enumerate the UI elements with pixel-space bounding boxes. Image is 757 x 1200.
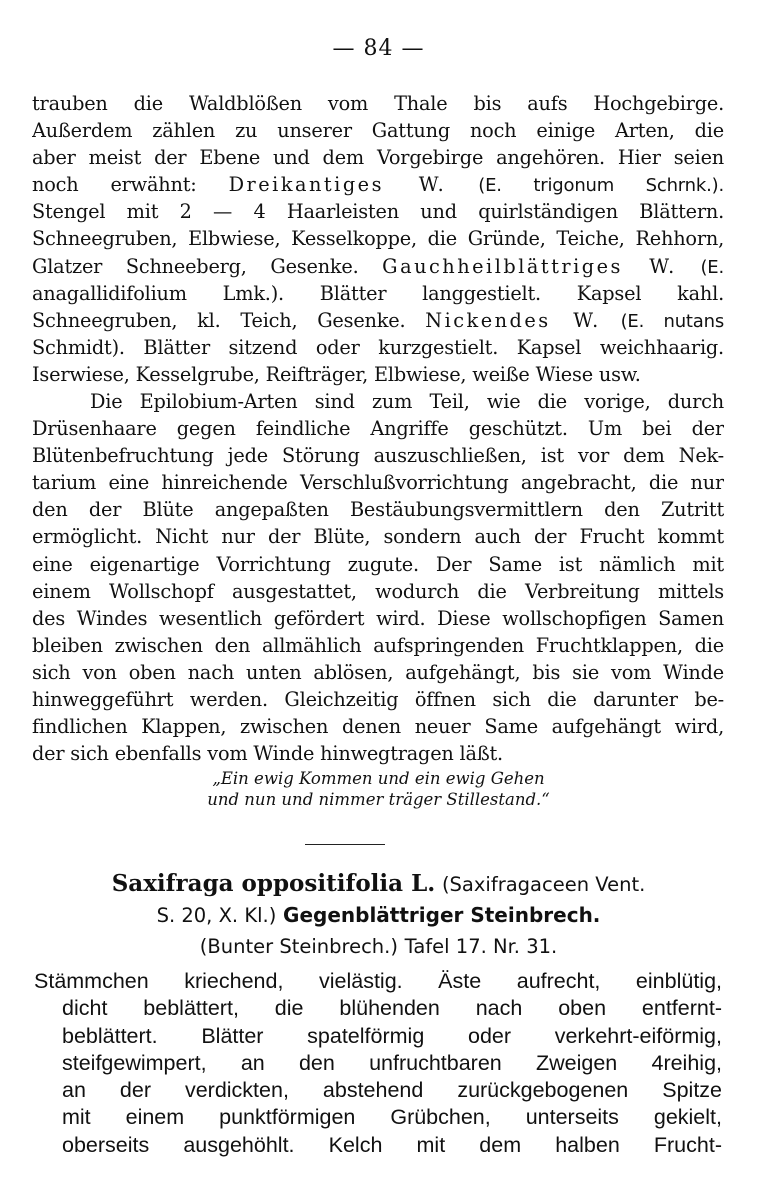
text-line: Iserwiese, Kesselgrube, Reifträger, Elbwiese, weiße Wiese usw. <box>32 362 641 386</box>
text-line: Schneegruben, Elbwiese, Kesselkoppe, die Gründe, Teiche, Rehhorn, <box>32 227 724 251</box>
paragraph-epilobium-species <box>32 90 724 388</box>
text-line: sich von oben nach unten ablösen, aufgehängt, bis sie vom Winde <box>32 660 724 684</box>
species-name-nutans: Nickendes W. <box>425 308 601 332</box>
poem-quote <box>0 768 757 810</box>
quote-line: „Ein ewig Kommen und ein ewig Gehen <box>212 769 545 788</box>
text-line: trauben die Waldblößen vom Thale bis aufs Hochgebirge. <box>32 92 724 115</box>
species-heading <box>0 868 757 962</box>
text-line: Drüsenhaare gegen feindliche Angriffe geschützt. Um bei der <box>32 417 724 441</box>
text-line: mit einem punktförmigen Grübchen, unterseits gekielt, <box>62 1105 722 1130</box>
text-line <box>32 307 724 334</box>
page-number: — 84 — <box>332 36 425 61</box>
text-line: Die Epilobium-Arten sind zum Teil, wie die vorige, durch <box>90 390 724 413</box>
quote-line: und nun und nimmer träger Stillestand.“ <box>207 790 550 809</box>
text-line: Außerdem zählen zu unserer Gattung noch einige Arten, die <box>32 119 724 143</box>
section-divider <box>305 844 385 845</box>
text-line: oberseits ausgehöhlt. Kelch mit dem halben Frucht- <box>62 1132 722 1157</box>
text-fragment: noch erwähnt: <box>32 173 229 197</box>
paragraph-epilobium-biology <box>32 388 724 767</box>
text-line: aber meist der Ebene und dem Vorgebirge angehören. Hier seien <box>32 146 724 170</box>
text-line: Stämmchen kriechend, vielästig. Äste aufrecht, einblütig, <box>34 969 722 993</box>
species-name-anagallidifolium: Gauchheilblättriges W. <box>382 254 677 278</box>
text-line: an der verdickten, abstehend zurückgebogenen Spitze <box>62 1078 722 1103</box>
german-name: Gegenblättriger Steinbrech. <box>283 903 601 927</box>
heading-line <box>0 868 757 900</box>
text-line <box>32 253 724 280</box>
text-line: anagallidifolium Lmk.). Blätter langgestielt. Kapsel kahl. <box>32 281 724 305</box>
alternate-name: (Bunter Steinbrech.) <box>199 935 398 958</box>
text-line: findlichen Klappen, zwischen denen neuer Same aufgehängt wird, <box>32 715 724 739</box>
heading-line <box>0 931 757 962</box>
species-name-trigonum: Dreikantiges W. <box>228 173 447 197</box>
text-fragment: Glatzer Schneeberg, Gesenke. <box>32 254 383 278</box>
text-line: bleiben zwischen den allmählich aufspringenden Fruchtklappen, die <box>32 633 724 657</box>
family-name: (Saxifragaceen Vent. <box>441 873 646 896</box>
heading-line <box>0 900 757 931</box>
text-line: Blütenbefruchtung jede Störung auszuschließen, ist vor dem Nek- <box>32 444 724 468</box>
text-line: dicht beblättert, die blühenden nach oben entfernt- <box>62 996 722 1021</box>
text-line: Schmidt). Blätter sitzend oder kurzgestielt. Kapsel weichhaarig. <box>32 335 724 359</box>
text-line: ermöglicht. Nicht nur der Blüte, sondern auch der Frucht kommt <box>32 525 724 549</box>
text-line: Stengel mit 2 — 4 Haarleisten und quirlständigen Blättern. <box>32 200 724 224</box>
latin-name-anagallidifolium: (E. <box>700 256 724 278</box>
text-line: des Windes wesentlich gefördert wird. Diese wollschopfigen Samen <box>32 606 724 630</box>
text-fragment: Schneegruben, kl. Teich, Gesenke. <box>32 308 426 332</box>
species-description <box>34 968 722 1159</box>
latin-name-nutans: (E. nutans <box>620 310 724 332</box>
scientific-name: Saxifraga oppositifolia L. <box>111 870 436 897</box>
text-line: hinweggeführt werden. Gleichzeitig öffnen sich die darunter be- <box>32 688 724 712</box>
text-line: einem Wollschopf ausgestattet, wodurch die Verbreitung mittels <box>32 579 724 603</box>
classification: S. 20, X. Kl.) <box>156 904 277 927</box>
text-line: tarium eine hinreichende Verschlußvorrichtung angebracht, die nur <box>32 471 724 495</box>
latin-name-trigonum: (E. trigonum Schrnk.). <box>478 175 724 197</box>
text-line: beblättert. Blätter spatelförmig oder verkehrt-eiförmig, <box>62 1023 722 1048</box>
plate-reference: Tafel 17. Nr. 31. <box>404 935 558 958</box>
text-line: der sich ebenfalls vom Winde hinwegtragen läßt. <box>32 742 503 766</box>
text-line: eine eigenartige Vorrichtung zugute. Der Same ist nämlich mit <box>32 552 724 576</box>
text-line <box>32 171 724 198</box>
text-line: den der Blüte angepaßten Bestäubungsvermittlern den Zutritt <box>32 498 724 522</box>
text-line: steifgewimpert, an den unfruchtbaren Zweigen 4reihig, <box>62 1050 722 1075</box>
